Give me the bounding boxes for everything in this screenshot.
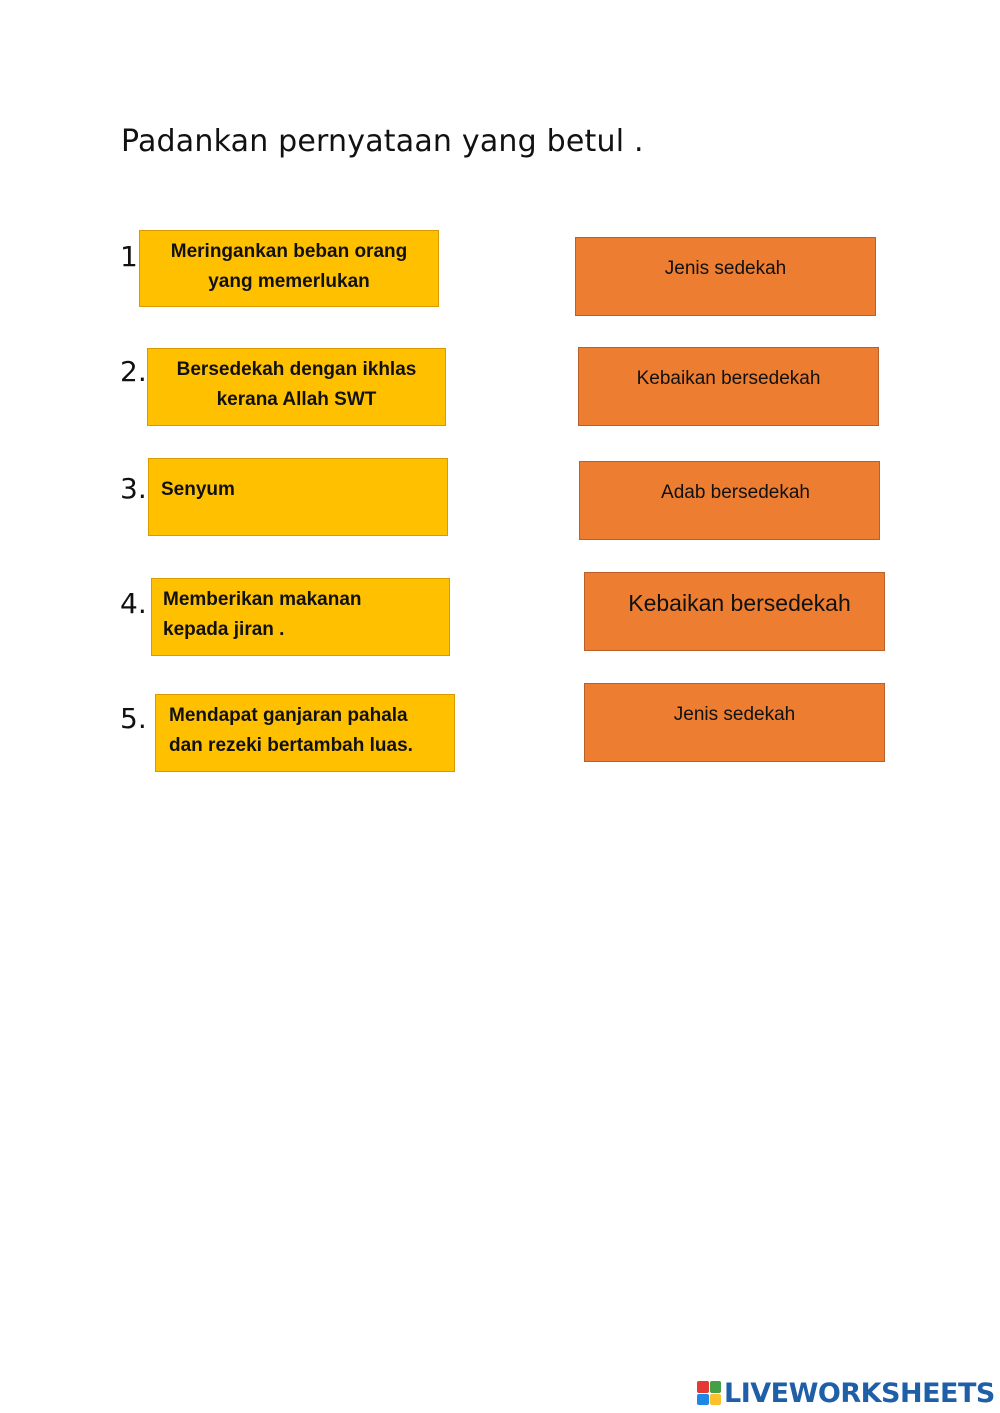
page-title: Padankan pernyataan yang betul . [121,124,644,159]
statement-card-4[interactable]: Memberikan makanan kepada jiran . [151,578,450,656]
answer-label-5: Jenis sedekah [673,704,796,725]
statement-card-3[interactable]: Senyum [148,458,448,536]
statement-card-2[interactable]: Bersedekah dengan ikhlas kerana Allah SWT [147,348,446,426]
answer-card-3[interactable] [579,461,880,540]
statement-card-5[interactable]: Mendapat ganjaran pahala dan rezeki bertambah luas. [155,694,455,772]
liveworksheets-brand [697,1378,995,1408]
liveworksheets-logo-icon [697,1381,721,1405]
statement-number-3: 3. [120,472,147,505]
answer-card-1[interactable] [575,237,876,316]
statement-number-4: 4. [120,587,147,620]
statement-number-1: 1 [120,240,138,273]
statement-card-1[interactable]: Meringankan beban orang yang memerlukan [139,230,439,307]
statement-number-2: 2. [120,355,147,388]
answer-card-4[interactable] [584,572,885,651]
answer-card-5[interactable] [584,683,885,762]
answer-label-2: Kebaikan bersedekah [636,368,821,389]
answer-label-1: Jenis sedekah [664,258,787,279]
brand-text: LIVEWORKSHEETS [724,1377,995,1409]
answer-card-2[interactable] [578,347,879,426]
answer-label-3: Adab bersedekah [661,482,810,503]
answer-label-4: Kebaikan bersedekah [628,590,851,616]
statement-number-5: 5. [120,702,147,735]
